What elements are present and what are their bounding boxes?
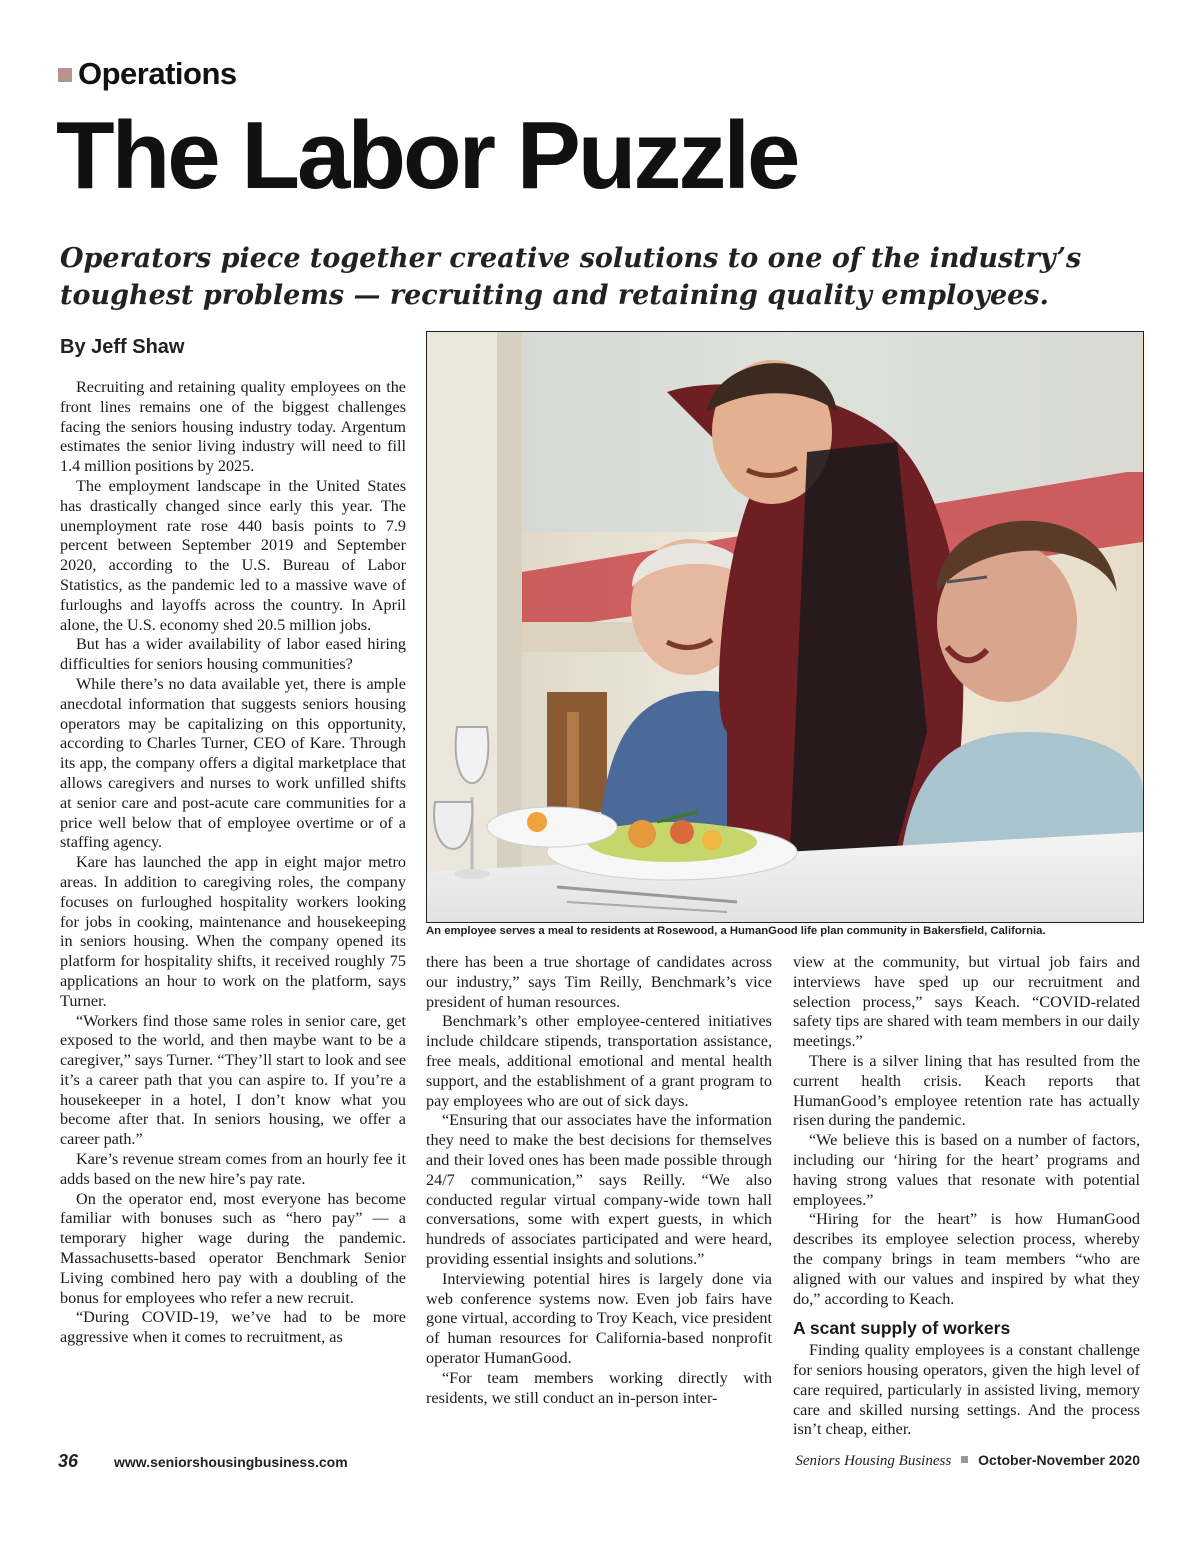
paragraph: “During COVID-19, we’ve had to be more aggressive when it comes to recruitment, as <box>60 1308 406 1347</box>
paragraph: “We believe this is based on a number of factors, including our ‘hiring for the heart’ programs and having strong values that resonate with potential employees.” <box>793 1131 1140 1209</box>
paragraph: “Ensuring that our associates have the information they need to make the best decisions for themselves and their loved ones has been made possible through 24/7 communication,” says Reilly. “We also conducted regular virtual company-wide town hall conversations, some with expert guests, in which hundreds of associates participated and were heard, providing essential insights and solutions.” <box>426 1111 772 1268</box>
paragraph: On the operator end, most everyone has become familiar with bonuses such as “hero pay” — a temporary higher wage during the pandemic. Massachusetts-based operator Benchmark Senior Living combined hero pay with a doubling of the bonus for employees who refer a new recruit. <box>60 1189 406 1307</box>
separator-square-icon <box>961 1456 968 1463</box>
deck: Operators piece together creative solutions to one of the industry’s toughest problems — recruiting and retaining quality employees. <box>60 243 1082 311</box>
paragraph: “Workers find those same roles in senior care, get exposed to the world, and then maybe want to be a caregiver,” says Turner. “They’ll start to look and see it’s a career path that you can aspire to. If you’re a housekeeper in a hotel, I don’t know what you become after that. In seniors housing, we offer a career path.” <box>60 1011 406 1149</box>
paragraph: But has a wider availability of labor eased hiring difficulties for seniors housing communities? <box>60 635 406 674</box>
paragraph: Finding quality employees is a constant challenge for seniors housing operators, given the high level of care required, particularly in assisted living, memory care and skilled nursing settings. And the process isn’t cheap, either. <box>793 1341 1140 1439</box>
paragraph: There is a silver lining that has resulted from the current health crisis. Keach reports that HumanGood’s employee retention rate has actually risen during the pandemic. <box>793 1051 1140 1130</box>
paragraph: Recruiting and retaining quality employees on the front lines remains one of the biggest challenges facing the seniors housing industry today. Argentum estimates the senior living industry will need to fill 1.4 million positions by 2025. <box>60 378 406 476</box>
paragraph: While there’s no data available yet, there is ample anecdotal information that suggests seniors housing operators may be capitalizing on this opportunity, according to Charles Turner, CEO of Kare. Through its app, the company offers a digital marketplace that allows caregivers and nurses to work unfilled shifts at senior care and post-acute care communities for a price well below that of employee overtime or of a staffing agency. <box>60 674 406 852</box>
photo-caption: An employee serves a meal to residents at Rosewood, a HumanGood life plan community in Bakersfield, California. <box>426 925 1046 937</box>
footer-left <box>58 1451 348 1472</box>
paragraph: “For team members working directly with residents, we still conduct an in-person inter- <box>426 1368 772 1407</box>
paragraph: there has been a true shortage of candidates across our industry,” says Tim Reilly, Benchmark’s vice president of human resources. <box>426 953 772 1011</box>
section-square-icon <box>58 68 72 82</box>
photo-illustration <box>427 332 1143 922</box>
paragraph: Benchmark’s other employee-centered initiatives include childcare stipends, transportation assistance, free meals, additional emotional and mental health support, and the establishment of a grant program to pay employees who are out of sick days. <box>426 1012 772 1110</box>
section-label <box>58 56 237 92</box>
section-label-text: Operations <box>78 56 237 91</box>
publication-name: Seniors Housing Business <box>795 1453 952 1469</box>
paragraph: “Hiring for the heart” is how HumanGood describes its employee selection process, whereby the company brings in team members “who are aligned with our values and inspired by what they do,” according to Keach. <box>793 1210 1140 1308</box>
column-1 <box>60 378 406 1348</box>
headline: The Labor Puzzle <box>56 102 798 209</box>
paragraph: Kare’s revenue stream comes from an hourly fee it adds based on the new hire’s pay rate. <box>60 1150 406 1188</box>
subheading: A scant supply of workers <box>793 1318 1011 1339</box>
article-photo <box>426 331 1144 923</box>
paragraph: The employment landscape in the United States has drastically changed since early this year. The unemployment rate rose 440 basis points to 7.9 percent between September 2019 and September 2020, according to the U.S. Bureau of Labor Statistics, as the pandemic led to a massive wave of furloughs and layoffs across the country. In April alone, the U.S. economy shed 20.5 million jobs. <box>60 476 406 634</box>
byline: By Jeff Shaw <box>60 336 185 358</box>
footer-right <box>795 1452 1140 1470</box>
paragraph: Interviewing potential hires is largely done via web conference systems now. Even job fairs have gone virtual, according to Troy Keach, vice president of human resources for California-based nonprofit operator HumanGood. <box>426 1269 772 1367</box>
paragraph: Kare has launched the app in eight major metro areas. In addition to caregiving roles, the company focuses on furloughed hospitality workers looking for jobs in cooking, maintenance and housekeeping in seniors housing. When the company opened its platform for hospitality shifts, it received roughly 75 applications an hour to work on the platform, says Turner. <box>60 853 406 1010</box>
paragraph: view at the community, but virtual job fairs and interviews have sped up our recruitment and selection process,” says Keach. “COVID-related safety tips are shared with team members in our daily meetings.” <box>793 953 1140 1051</box>
column-2 <box>426 953 772 1408</box>
website-url: www.seniorshousingbusiness.com <box>114 1454 348 1470</box>
page-number: 36 <box>58 1451 79 1471</box>
issue-date: October-November 2020 <box>978 1452 1140 1468</box>
column-3 <box>793 953 1140 1440</box>
